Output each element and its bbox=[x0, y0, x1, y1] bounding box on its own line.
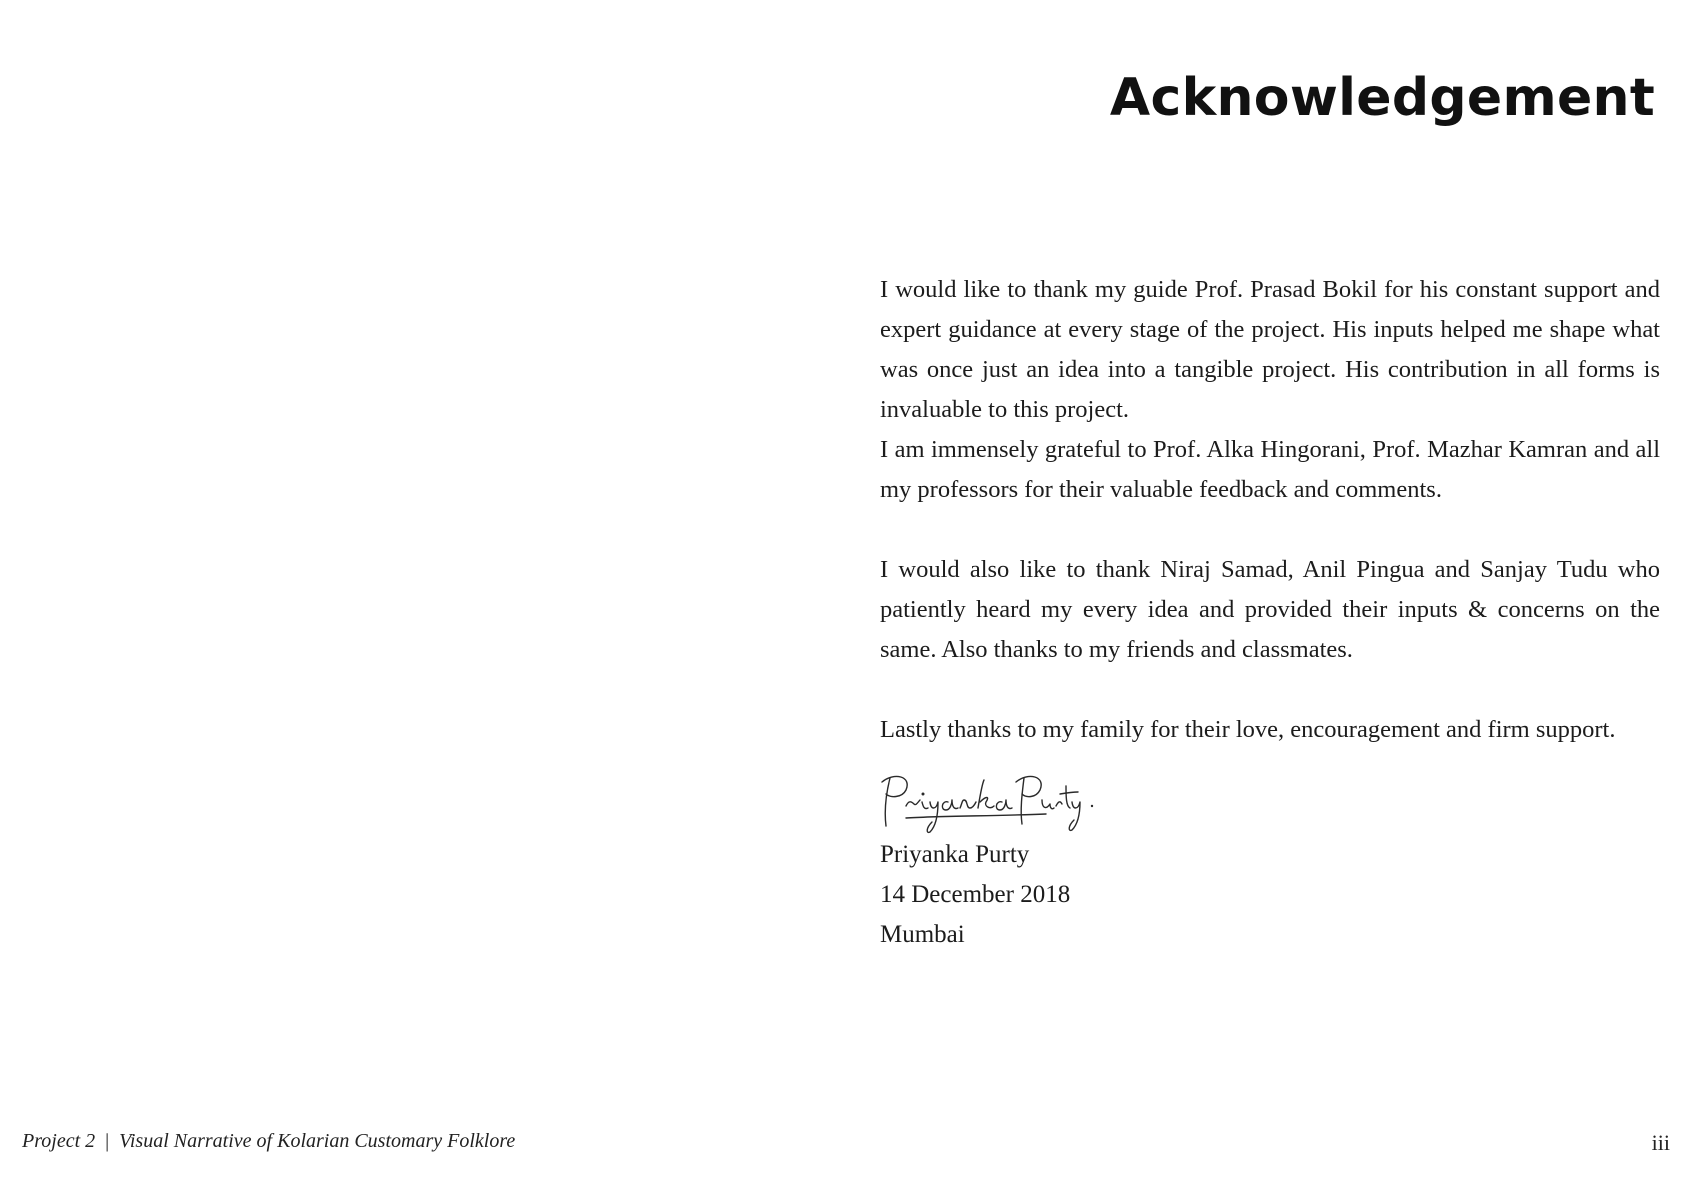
page-number: iii bbox=[1651, 1130, 1670, 1155]
paragraph-family-thanks: Lastly thanks to my family for their love, encouragement and firm support. bbox=[880, 716, 1616, 743]
paragraph-guide-thanks: I would like to thank my guide Prof. Prasad Bokil for his constant support and expert guidance at every stage of the project. His inputs helped me shape what was once just an idea into a tangible project. His contribution in all forms is invaluable to this project. bbox=[880, 276, 1660, 423]
footer-running-title bbox=[22, 1130, 515, 1153]
paragraph-professors-thanks: I am immensely grateful to Prof. Alka Hingorani, Prof. Mazhar Kamran and all my professors for their valuable feedback and comments. bbox=[880, 436, 1660, 503]
paragraph-spacer bbox=[880, 510, 1660, 550]
handwritten-signature bbox=[876, 766, 1101, 838]
paragraph-collaborators-thanks: I would also like to thank Niraj Samad, Anil Pingua and Sanjay Tudu who patiently heard my every idea and provided their inputs & concerns on the same. Also thanks to my friends and classmates. bbox=[880, 556, 1660, 663]
footer-separator: | bbox=[105, 1130, 110, 1152]
paragraph-spacer bbox=[880, 670, 1660, 710]
signature-drawing bbox=[876, 766, 1101, 838]
signature-place: Mumbai bbox=[880, 921, 965, 948]
signature-block bbox=[880, 835, 1070, 955]
footer-project-subtitle: Visual Narrative of Kolarian Customary Folklore bbox=[119, 1130, 516, 1152]
page-title: Acknowledgement bbox=[1109, 68, 1655, 128]
footer-project-label: Project 2 bbox=[22, 1130, 96, 1152]
acknowledgement-body bbox=[880, 270, 1660, 750]
signatory-name: Priyanka Purty bbox=[880, 841, 1030, 868]
signature-date: 14 December 2018 bbox=[880, 881, 1071, 908]
